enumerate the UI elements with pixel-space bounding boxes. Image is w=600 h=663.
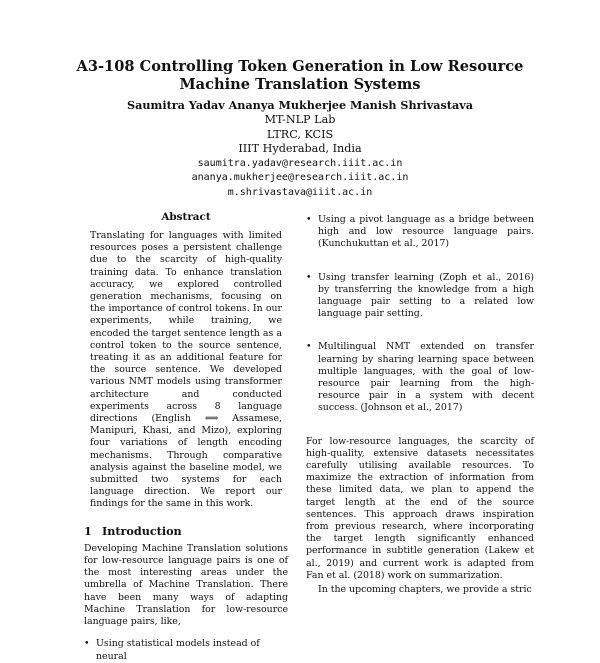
left-column xyxy=(84,210,288,663)
author-names: Saumitra Yadav Ananya Mukherjee Manish Shrivastava xyxy=(127,98,473,112)
affiliation-institute: IIIT Hyderabad, India xyxy=(238,142,362,156)
section-heading-introduction xyxy=(84,525,288,537)
bullet-dot-icon: • xyxy=(306,271,312,283)
bullet-dot-icon: • xyxy=(84,638,90,650)
abstract-heading: Abstract xyxy=(161,211,211,223)
email-2: ananya.mukherjee@research.iiit.ac.in xyxy=(191,172,409,184)
list-item-text: Multilingual NMT extended on transfer learning by sharing learning space between multiple languages, with the goal of low-resource pair learning from the high-resource pair in a system with decent success. (Johnson et al., 2017) xyxy=(318,341,534,414)
paper-title: A3-108 Controlling Token Generation in Low Resource Machine Translation Systems xyxy=(76,58,524,93)
section-number: 1 xyxy=(84,523,92,538)
section-title: Introduction xyxy=(102,523,182,538)
approach-list xyxy=(306,214,534,415)
list-item-text: Using transfer learning (Zoph et al., 2016) by transferring the knowledge from a high language pair setting to a related low language pair setting. xyxy=(318,271,534,320)
list-item xyxy=(306,214,534,251)
list-item xyxy=(306,272,534,321)
introduction-text: Developing Machine Translation solutions for low-resource language pairs is one of the most interesting areas under the umbrella of Machine Translation. There have been many ways of adapting Machine Translation for low-resource language pairs, like, xyxy=(84,542,288,628)
list-item-text: Using a pivot language as a bridge between high and low resource language pairs. (Kunchukuttan et al., 2017) xyxy=(318,214,534,250)
affiliation-lab: MT-NLP Lab xyxy=(264,113,336,126)
motivation-paragraph: For low-resource languages, the scarcity of high-quality, extensive datasets necessitates carefully utilising available resources. To maximize the extraction of information from these limited data, we plan to append the target length at the end of the source sentences. This approach draws inspiration from previous research, where incorporating the target length significantly enhanced performance in subtitle generation (Lakew et al., 2019) and current work is adapted from Fan et al. (2018) work on summarization. xyxy=(306,435,534,581)
email-1: saumitra.yadav@research.iiit.ac.in xyxy=(197,157,403,169)
affiliation-block xyxy=(60,113,540,201)
partial-paragraph: In the upcoming chapters, we provide a stric xyxy=(318,584,532,596)
bullet-dot-icon: • xyxy=(306,214,312,225)
list-item-text: Using statistical models instead of neural xyxy=(96,638,260,662)
list-item xyxy=(306,341,534,414)
email-3: m.shrivastava@iiit.ac.in xyxy=(227,186,373,198)
affiliation-center: LTRC, KCIS xyxy=(266,127,334,141)
abstract-text: Translating for languages with limited resources poses a persistent challenge due to the scarcity of high-quality training data. To enhance translation accuracy, we explored controlled generation mechanisms, focusing on the importance of control tokens. In our experiments, while training, we encoded the target sentence length as a control token to the source sentence, treating it as an additional feature for the source sentence. We developed various NMT models using transformer architecture and conducted experiments across 8 language directions (English ⟺ Assamese, Manipuri, Khasi, and Mizo), exploring four variations of length encoding mechanisms. Through comparative analysis against the baseline model, we submitted two systems for each language direction. We report our findings for the same in this work. xyxy=(90,230,282,510)
list-item xyxy=(84,638,288,662)
bullet-dot-icon: • xyxy=(306,341,312,353)
right-column xyxy=(306,214,534,596)
